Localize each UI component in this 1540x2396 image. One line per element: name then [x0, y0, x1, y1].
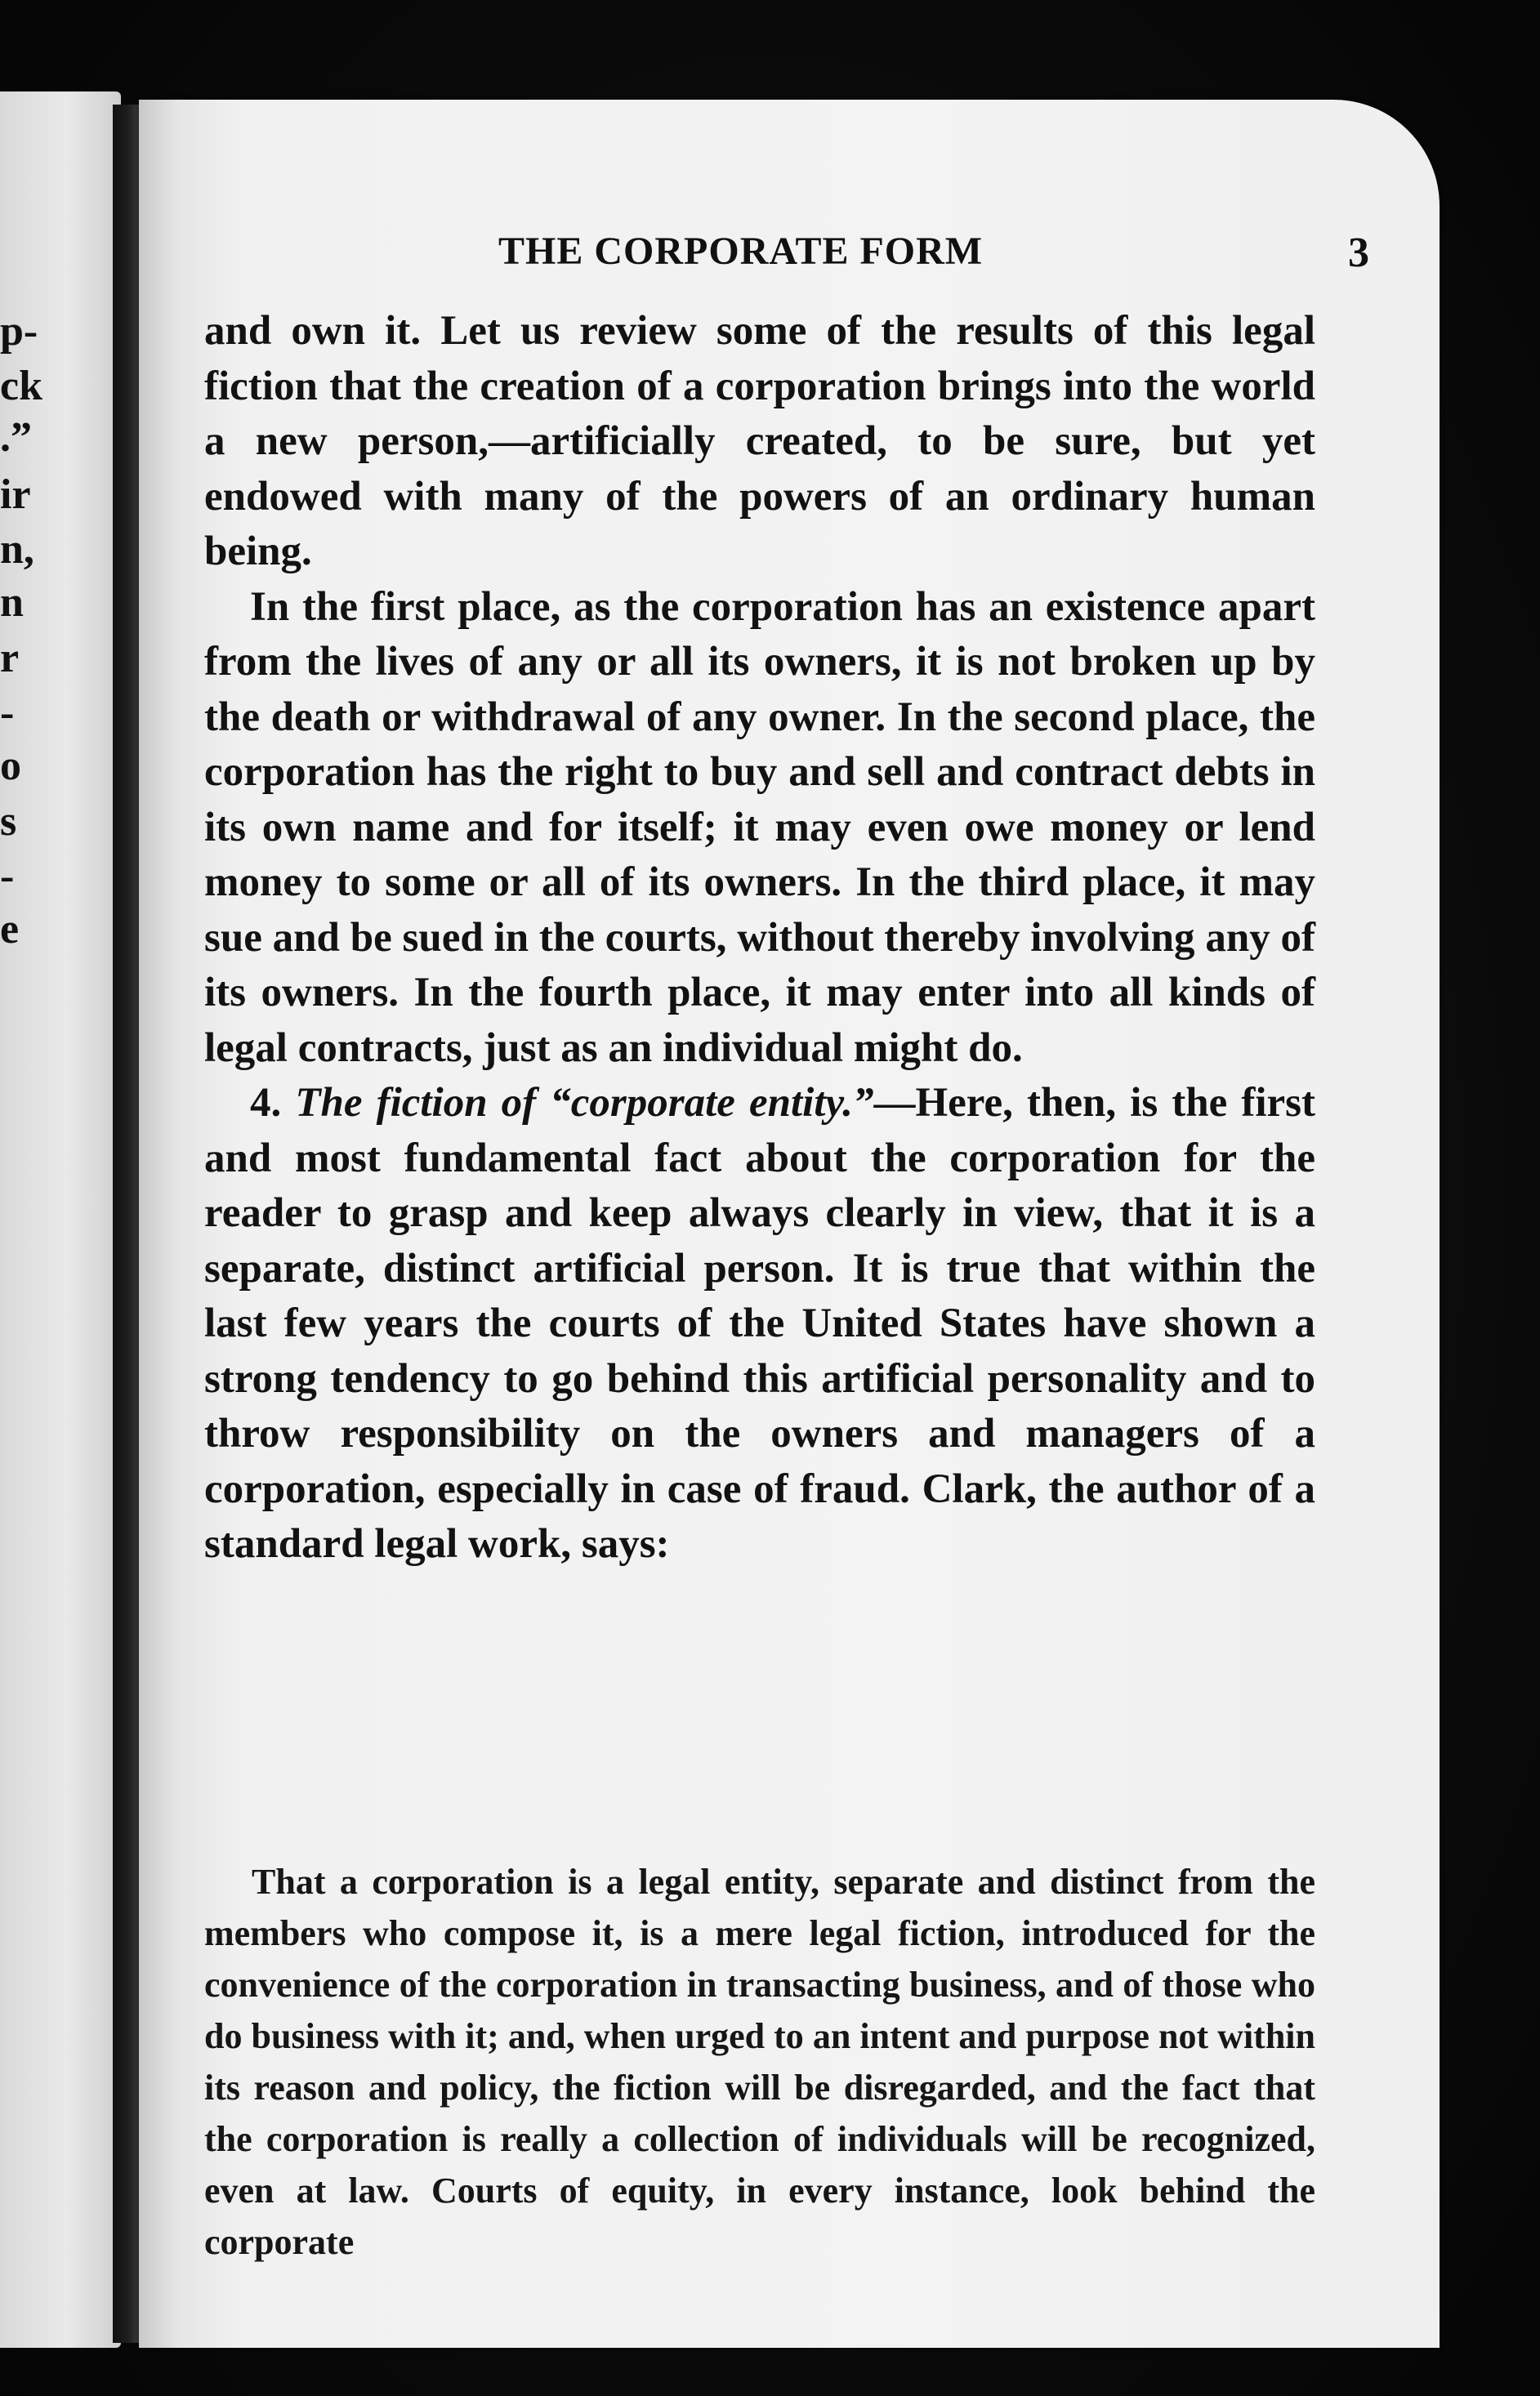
left-page-fragment: o [0, 743, 21, 789]
section-heading: The fiction of “corporate entity.” [295, 1080, 874, 1126]
left-page-fragment: e [0, 906, 20, 953]
section-text: —Here, then, is the first and most fundamental fact about the corporation for the reader to grasp and keep always clearly in view, that it is a separate, distinct artificial person. It is true that within the last few years the courts of the United States have shown a strong tendency to go behind this artificial personality and to throw responsibility on the owners and managers of a corporation, especially in case of fraud. Clark, the author of a standard legal work, says: [204, 1080, 1315, 1567]
body-text [204, 304, 1315, 1573]
left-page-fragment: .” [0, 414, 32, 461]
block-quotation: That a corporation is a legal entity, separate and distinct from the members who compose it, is a mere legal fiction, introduced for the convenience of the corporation in transacting business, and of those who do business with it; and, when urged to an intent and purpose not within its reason and policy, the fiction will be disregarded, and the fact that the corporation is really a collection of individuals will be recognized, even at law. Courts of equity, in every instance, look behind the corporate [204, 1862, 1315, 2262]
left-page-fragment: r [0, 635, 20, 681]
page-content [204, 100, 1381, 2348]
left-page-fragment: ck [0, 363, 42, 409]
left-page-fragment: n [0, 579, 24, 626]
left-page-fragment: - [0, 853, 15, 899]
section-4-paragraph [204, 1076, 1315, 1573]
left-page-fragment: - [0, 689, 15, 736]
previous-page-edge [0, 91, 121, 2348]
left-page-fragment: ir [0, 471, 31, 518]
running-header [204, 229, 1381, 278]
paragraph-1: and own it. Let us review some of the results of this legal fiction that the creation of a corporation brings into the world a new person,—artificially created, to be sure, but yet endowed with many of the powers of an ordinary human being. [204, 308, 1315, 574]
running-title: THE CORPORATE FORM [498, 230, 984, 273]
section-number: 4. [250, 1080, 282, 1126]
left-page-fragment: p- [0, 308, 38, 355]
paragraph-2: In the first place, as the corporation has an existence apart from the lives of any or all its owners, it is not broken up by the death or withdrawal of any owner. In the second place, the corporation has the right to buy and sell and contract debts in its own name and for itself; it may even owe money or lend money to some or all of its owners. In the third place, it may sue and be sued in the courts, without thereby involving any of its owners. In the fourth place, it may enter into all kinds of legal contracts, just as an individual might do. [204, 583, 1315, 1071]
left-page-fragment: s [0, 798, 17, 845]
left-page-fragment: n, [0, 526, 34, 573]
page-number: 3 [1348, 230, 1369, 276]
book-page [139, 100, 1440, 2348]
